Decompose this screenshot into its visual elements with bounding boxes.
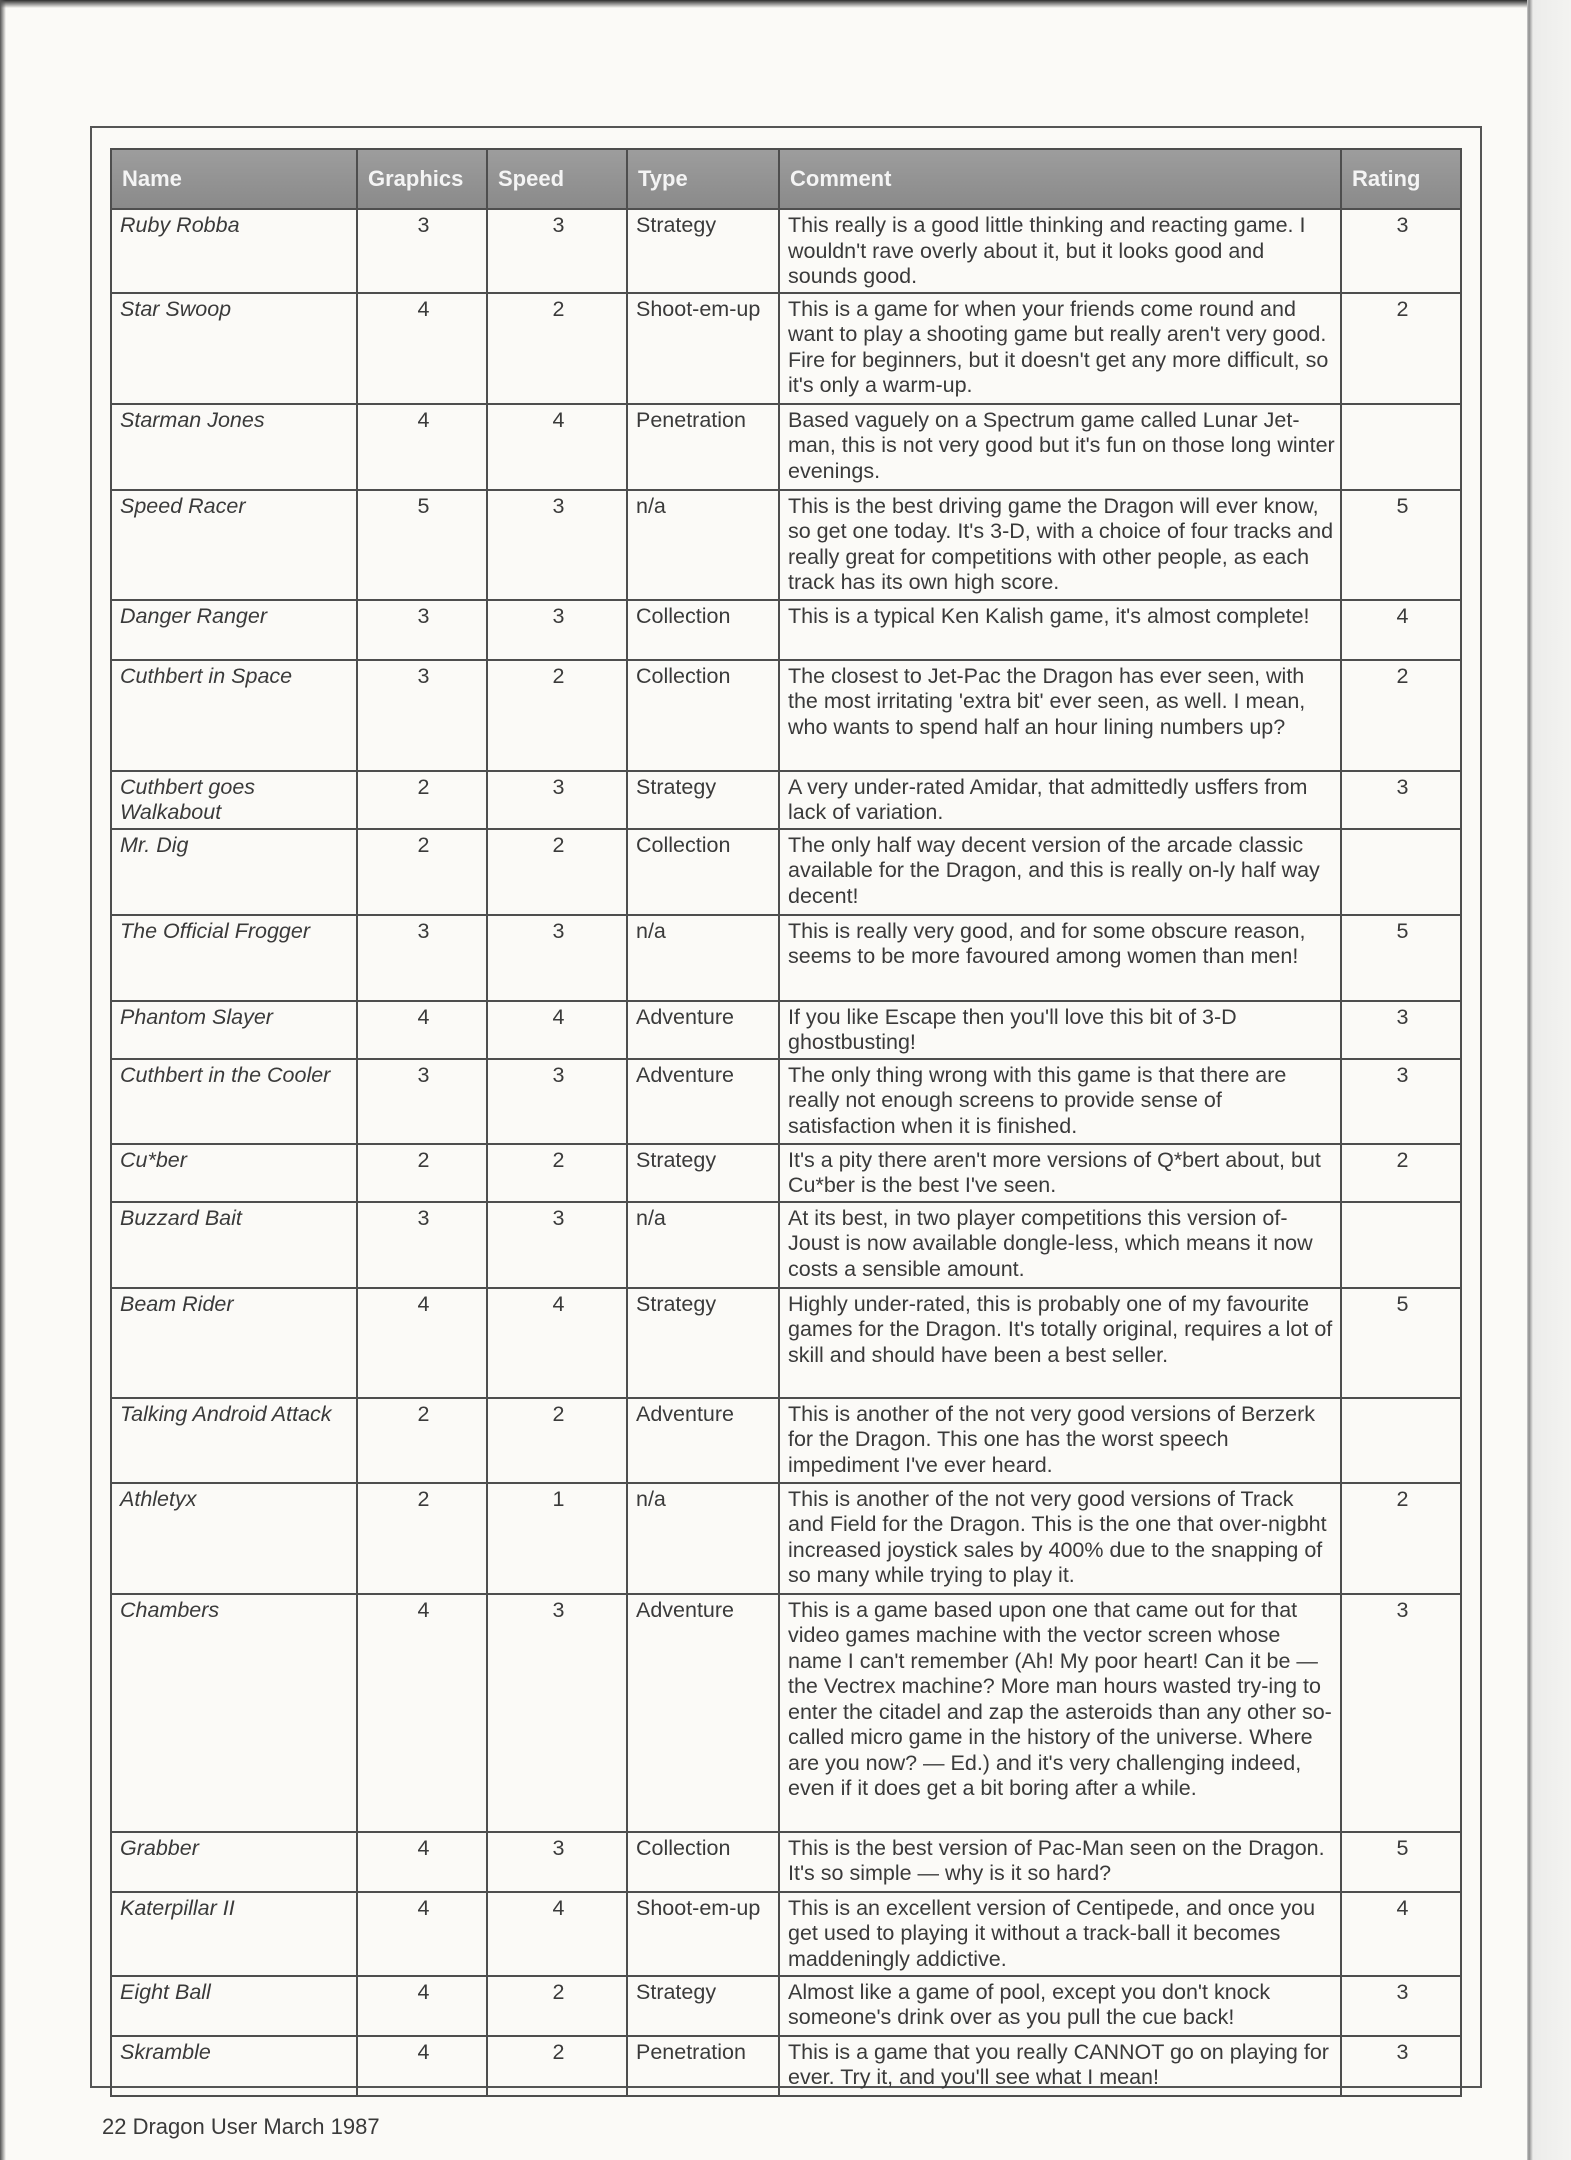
game-name: Cuthbert in Space: [111, 660, 357, 771]
game-type: n/a: [627, 915, 779, 1001]
speed-score: 2: [487, 1144, 627, 1202]
game-type: Collection: [627, 600, 779, 660]
review-comment: This is a typical Ken Kalish game, it's almost complete!: [779, 600, 1341, 660]
speed-score: 2: [487, 293, 627, 404]
review-comment: This is an excellent version of Centipede, and once you get used to playing it without a track-ball it becomes maddeningly addictive.: [779, 1892, 1341, 1976]
rating-score: 5: [1341, 915, 1461, 1001]
game-type: n/a: [627, 490, 779, 600]
rating-score: 2: [1341, 660, 1461, 771]
game-type: Adventure: [627, 1594, 779, 1832]
graphics-score: 4: [357, 1001, 487, 1059]
review-comment: This is a game based upon one that came out for that video games machine with the vector screen whose name I can't remember (Ah! My poor heart! Can it be — the Vectrex machine? More man hours wasted try-ing to enter the citadel and zap the asteroids than any other so-called micro game in the history of the universe. Where are you now? — Ed.) and it's very challenging indeed, even if it does get a bit boring after a while.: [779, 1594, 1341, 1832]
table-row: [111, 404, 1461, 490]
review-comment: A very under-rated Amidar, that admittedly usffers from lack of variation.: [779, 771, 1341, 829]
rating-score: 2: [1341, 1483, 1461, 1594]
table-row: [111, 1398, 1461, 1483]
graphics-score: 5: [357, 490, 487, 600]
graphics-score: 4: [357, 1288, 487, 1398]
speed-score: 3: [487, 1059, 627, 1144]
speed-score: 3: [487, 490, 627, 600]
table-row: [111, 490, 1461, 600]
speed-score: 4: [487, 1288, 627, 1398]
graphics-score: 3: [357, 660, 487, 771]
game-name: Grabber: [111, 1832, 357, 1892]
rating-score: [1341, 1398, 1461, 1483]
scan-top-shadow: [0, 0, 1571, 8]
rating-score: 3: [1341, 2036, 1461, 2096]
game-reviews-table: [110, 148, 1462, 2097]
graphics-score: 3: [357, 1202, 487, 1288]
graphics-score: 2: [357, 771, 487, 829]
table-row: [111, 1001, 1461, 1059]
table-row: [111, 1202, 1461, 1288]
graphics-score: 4: [357, 2036, 487, 2096]
game-type: Penetration: [627, 404, 779, 490]
rating-score: 3: [1341, 1594, 1461, 1832]
review-comment: Almost like a game of pool, except you don't knock someone's drink over as you pull the cue back!: [779, 1976, 1341, 2036]
table-row: [111, 660, 1461, 771]
speed-score: 1: [487, 1483, 627, 1594]
table-row: [111, 1832, 1461, 1892]
game-type: n/a: [627, 1483, 779, 1594]
graphics-score: 3: [357, 209, 487, 293]
rating-score: [1341, 1202, 1461, 1288]
speed-score: 3: [487, 1202, 627, 1288]
speed-score: 4: [487, 404, 627, 490]
rating-score: [1341, 829, 1461, 915]
speed-score: 2: [487, 1976, 627, 2036]
review-comment: This is the best driving game the Dragon will ever know, so get one today. It's 3-D, with a choice of four tracks and really great for competitions with other people, as each track has its own high score.: [779, 490, 1341, 600]
game-name: Cu*ber: [111, 1144, 357, 1202]
game-name: Danger Ranger: [111, 600, 357, 660]
game-name: Talking Android Attack: [111, 1398, 357, 1483]
graphics-score: 3: [357, 915, 487, 1001]
speed-score: 3: [487, 1832, 627, 1892]
game-type: Strategy: [627, 1144, 779, 1202]
game-type: Collection: [627, 829, 779, 915]
rating-score: 3: [1341, 209, 1461, 293]
review-comment: This is a game that you really CANNOT go on playing for ever. Try it, and you'll see what I mean!: [779, 2036, 1341, 2096]
graphics-score: 2: [357, 829, 487, 915]
review-comment: Highly under-rated, this is probably one of my favourite games for the Dragon. It's totally original, requires a lot of skill and should have been a best seller.: [779, 1288, 1341, 1398]
speed-score: 2: [487, 2036, 627, 2096]
graphics-score: 4: [357, 1594, 487, 1832]
speed-score: 2: [487, 1398, 627, 1483]
speed-score: 3: [487, 915, 627, 1001]
game-type: Strategy: [627, 1976, 779, 2036]
rating-score: 2: [1341, 1144, 1461, 1202]
review-comment: Based vaguely on a Spectrum game called Lunar Jet-man, this is not very good but it's fun on those long winter evenings.: [779, 404, 1341, 490]
table-row: [111, 915, 1461, 1001]
rating-score: 5: [1341, 1832, 1461, 1892]
game-type: n/a: [627, 1202, 779, 1288]
game-name: Speed Racer: [111, 490, 357, 600]
rating-score: [1341, 404, 1461, 490]
graphics-score: 2: [357, 1483, 487, 1594]
review-comment: The only thing wrong with this game is that there are really not enough screens to provide sense of satisfaction when it is finished.: [779, 1059, 1341, 1144]
game-type: Shoot-em-up: [627, 293, 779, 404]
game-name: Star Swoop: [111, 293, 357, 404]
game-name: Cuthbert goes Walkabout: [111, 771, 357, 829]
table-row: [111, 1144, 1461, 1202]
game-name: Phantom Slayer: [111, 1001, 357, 1059]
graphics-score: 2: [357, 1144, 487, 1202]
table-row: [111, 1288, 1461, 1398]
col-header-type: Type: [627, 149, 779, 209]
review-comment: It's a pity there aren't more versions of Q*bert about, but Cu*ber is the best I've seen.: [779, 1144, 1341, 1202]
review-comment: This is another of the not very good versions of Berzerk for the Dragon. This one has the worst speech impediment I've ever heard.: [779, 1398, 1341, 1483]
graphics-score: 2: [357, 1398, 487, 1483]
table-row: [111, 209, 1461, 293]
table-row: [111, 2036, 1461, 2096]
col-header-comment: Comment: [779, 149, 1341, 209]
game-name: Skramble: [111, 2036, 357, 2096]
game-type: Penetration: [627, 2036, 779, 2096]
review-comment: At its best, in two player competitions this version of-Joust is now available dongle-less, which means it now costs a sensible amount.: [779, 1202, 1341, 1288]
game-type: Strategy: [627, 771, 779, 829]
col-header-name: Name: [111, 149, 357, 209]
rating-score: 3: [1341, 1059, 1461, 1144]
table-row: [111, 1483, 1461, 1594]
game-name: Katerpillar II: [111, 1892, 357, 1976]
speed-score: 3: [487, 771, 627, 829]
game-type: Adventure: [627, 1001, 779, 1059]
graphics-score: 4: [357, 293, 487, 404]
speed-score: 3: [487, 1594, 627, 1832]
review-comment: The only half way decent version of the arcade classic available for the Dragon, and this is really on-ly half way decent!: [779, 829, 1341, 915]
page-footer: 22 Dragon User March 1987: [102, 2114, 380, 2139]
game-name: Mr. Dig: [111, 829, 357, 915]
graphics-score: 4: [357, 1976, 487, 2036]
game-name: Eight Ball: [111, 1976, 357, 2036]
speed-score: 3: [487, 600, 627, 660]
game-name: Ruby Robba: [111, 209, 357, 293]
speed-score: 3: [487, 209, 627, 293]
scan-left-shadow: [0, 0, 6, 2160]
rating-score: 3: [1341, 1976, 1461, 2036]
review-comment: This is a game for when your friends come round and want to play a shooting game but really aren't very good. Fire for beginners, but it doesn't get any more difficult, so it's only a warm-up.: [779, 293, 1341, 404]
review-comment: This is really very good, and for some obscure reason, seems to be more favoured among women than men!: [779, 915, 1341, 1001]
graphics-score: 3: [357, 600, 487, 660]
game-type: Adventure: [627, 1059, 779, 1144]
graphics-score: 3: [357, 1059, 487, 1144]
table-row: [111, 771, 1461, 829]
col-header-graphics: Graphics: [357, 149, 487, 209]
game-type: Strategy: [627, 1288, 779, 1398]
review-comment: This is another of the not very good versions of Track and Field for the Dragon. This is the one that over-nigbht increased joystick sales by 400% due to the snapping of so many while trying to play it.: [779, 1483, 1341, 1594]
speed-score: 2: [487, 660, 627, 771]
graphics-score: 4: [357, 1892, 487, 1976]
col-header-speed: Speed: [487, 149, 627, 209]
col-header-rating: Rating: [1341, 149, 1461, 209]
table-row: [111, 1594, 1461, 1832]
speed-score: 4: [487, 1892, 627, 1976]
review-comment: This really is a good little thinking and reacting game. I wouldn't rave overly about it, but it looks good and sounds good.: [779, 209, 1341, 293]
table-row: [111, 600, 1461, 660]
rating-score: 5: [1341, 490, 1461, 600]
table-row: [111, 1976, 1461, 2036]
speed-score: 4: [487, 1001, 627, 1059]
review-comment: This is the best version of Pac-Man seen on the Dragon. It's so simple — why is it so hard?: [779, 1832, 1341, 1892]
table-row: [111, 1059, 1461, 1144]
rating-score: 4: [1341, 1892, 1461, 1976]
game-name: Cuthbert in the Cooler: [111, 1059, 357, 1144]
game-name: Starman Jones: [111, 404, 357, 490]
game-name: Buzzard Bait: [111, 1202, 357, 1288]
rating-score: 5: [1341, 1288, 1461, 1398]
graphics-score: 4: [357, 404, 487, 490]
game-type: Shoot-em-up: [627, 1892, 779, 1976]
graphics-score: 4: [357, 1832, 487, 1892]
game-type: Adventure: [627, 1398, 779, 1483]
game-name: Beam Rider: [111, 1288, 357, 1398]
rating-score: 3: [1341, 1001, 1461, 1059]
table-row: [111, 1892, 1461, 1976]
header-row: [111, 149, 1461, 209]
game-name: Athletyx: [111, 1483, 357, 1594]
rating-score: 3: [1341, 771, 1461, 829]
game-type: Strategy: [627, 209, 779, 293]
table-row: [111, 829, 1461, 915]
game-name: The Official Frogger: [111, 915, 357, 1001]
adjacent-page-edge: [1527, 0, 1571, 2160]
game-type: Collection: [627, 1832, 779, 1892]
review-comment: The closest to Jet-Pac the Dragon has ever seen, with the most irritating 'extra bit' ever seen, as well. I mean, who wants to spend half an hour lining numbers up?: [779, 660, 1341, 771]
rating-score: 4: [1341, 600, 1461, 660]
game-name: Chambers: [111, 1594, 357, 1832]
table-row: [111, 293, 1461, 404]
review-comment: If you like Escape then you'll love this bit of 3-D ghostbusting!: [779, 1001, 1341, 1059]
game-type: Collection: [627, 660, 779, 771]
speed-score: 2: [487, 829, 627, 915]
rating-score: 2: [1341, 293, 1461, 404]
